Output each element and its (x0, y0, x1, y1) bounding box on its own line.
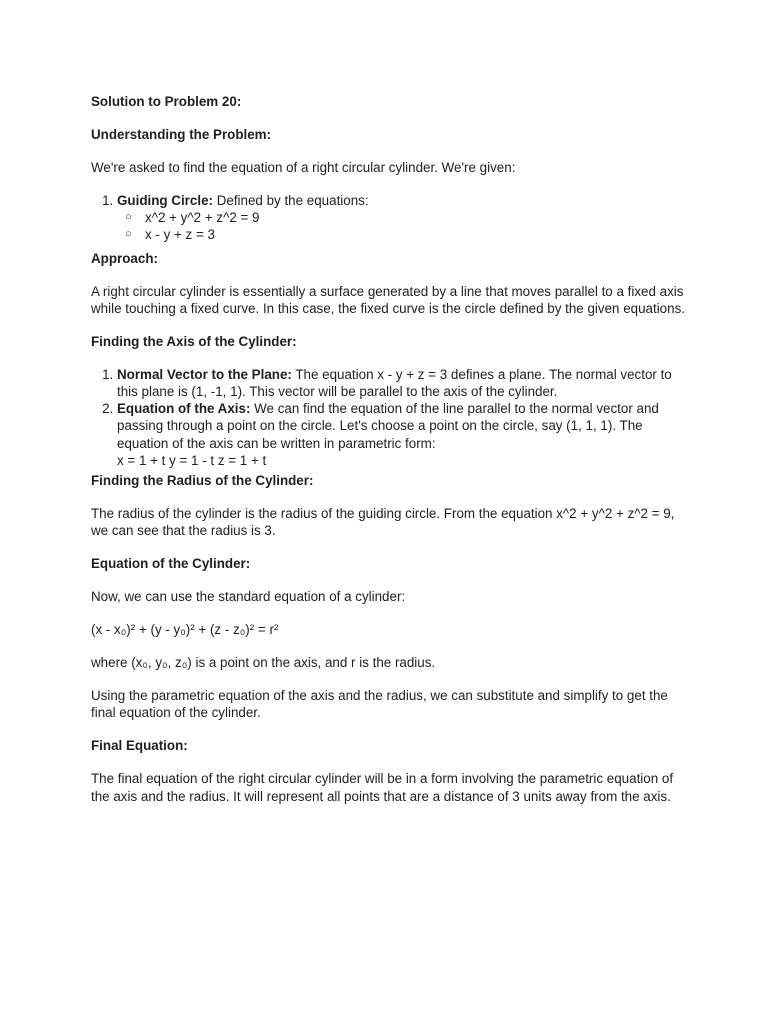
circle-equation-plane (125, 226, 691, 243)
axis-step-normal-vector (117, 366, 691, 400)
cylinder-heading: Equation of the Cylinder: (91, 556, 251, 572)
given-item-text: Defined by the equations: (212, 193, 369, 208)
axis-step-label: Equation of the Axis: (117, 401, 251, 417)
circle-equations-list (117, 209, 691, 243)
given-item-label: Guiding Circle: (117, 193, 213, 208)
equation-text: x - y + z = 3 (145, 227, 215, 243)
understanding-heading: Understanding the Problem: (91, 127, 272, 142)
document-title: Solution to Problem 20: (91, 94, 242, 109)
radius-text: The radius of the cylinder is the radius of the guiding circle. From the equation x^2 + y^2 + z^2 = 9, we can see that the radius is 3. (91, 506, 675, 539)
approach-heading: Approach: (91, 250, 158, 266)
axis-steps-list (91, 366, 691, 469)
cylinder-intro: Now, we can use the standard equation of a cylinder: (91, 589, 406, 605)
cylinder-standard-equation: (x - x₀)² + (y - y₀)² + (z - z₀)² = r² (91, 622, 279, 638)
final-heading: Final Equation: (91, 738, 188, 754)
axis-parametric-formula: x = 1 + t y = 1 - t z = 1 + t (117, 452, 267, 468)
equation-text: x^2 + y^2 + z^2 = 9 (145, 210, 260, 226)
understanding-intro: We're asked to find the equation of a right circular cylinder. We're given: (91, 160, 516, 175)
axis-step-text: We can find the equation of the line parallel to the normal vector and passing through a point on the circle. Let's choose a point on the circle, say (1, 1, 1). The equation of the axis can be written in parametric form: (117, 401, 659, 451)
hollow-bullet-icon: ○ (125, 228, 132, 241)
cylinder-substitute-text: Using the parametric equation of the axis and the radius, we can substitute and simplify to get the final equation of the cylinder. (91, 688, 668, 721)
axis-step-text: The equation x - y + z = 3 defines a plane. The normal vector to this plane is (1, -1, 1). This vector will be parallel to the axis of the cylinder. (117, 366, 672, 400)
cylinder-where-text: where (x₀, y₀, z₀) is a point on the axis, and r is the radius. (91, 655, 436, 671)
axis-step-label: Normal Vector to the Plane: (117, 366, 292, 382)
given-list (91, 192, 691, 244)
hollow-bullet-icon: ○ (125, 211, 132, 224)
radius-heading: Finding the Radius of the Cylinder: (91, 473, 314, 489)
document-page (91, 93, 691, 805)
approach-text: A right circular cylinder is essentially a surface generated by a line that moves parallel to a fixed axis while touching a fixed curve. In this case, the fixed curve is the circle defined by the given equations. (91, 283, 685, 316)
axis-heading: Finding the Axis of the Cylinder: (91, 333, 297, 349)
axis-step-equation (117, 400, 691, 469)
circle-equation-sphere (125, 209, 691, 226)
given-item-guiding-circle (117, 192, 691, 244)
final-text: The final equation of the right circular cylinder will be in a form involving the parametric equation of the axis and the radius. It will represent all points that are a distance of 3 units away from the axis. (91, 771, 674, 804)
